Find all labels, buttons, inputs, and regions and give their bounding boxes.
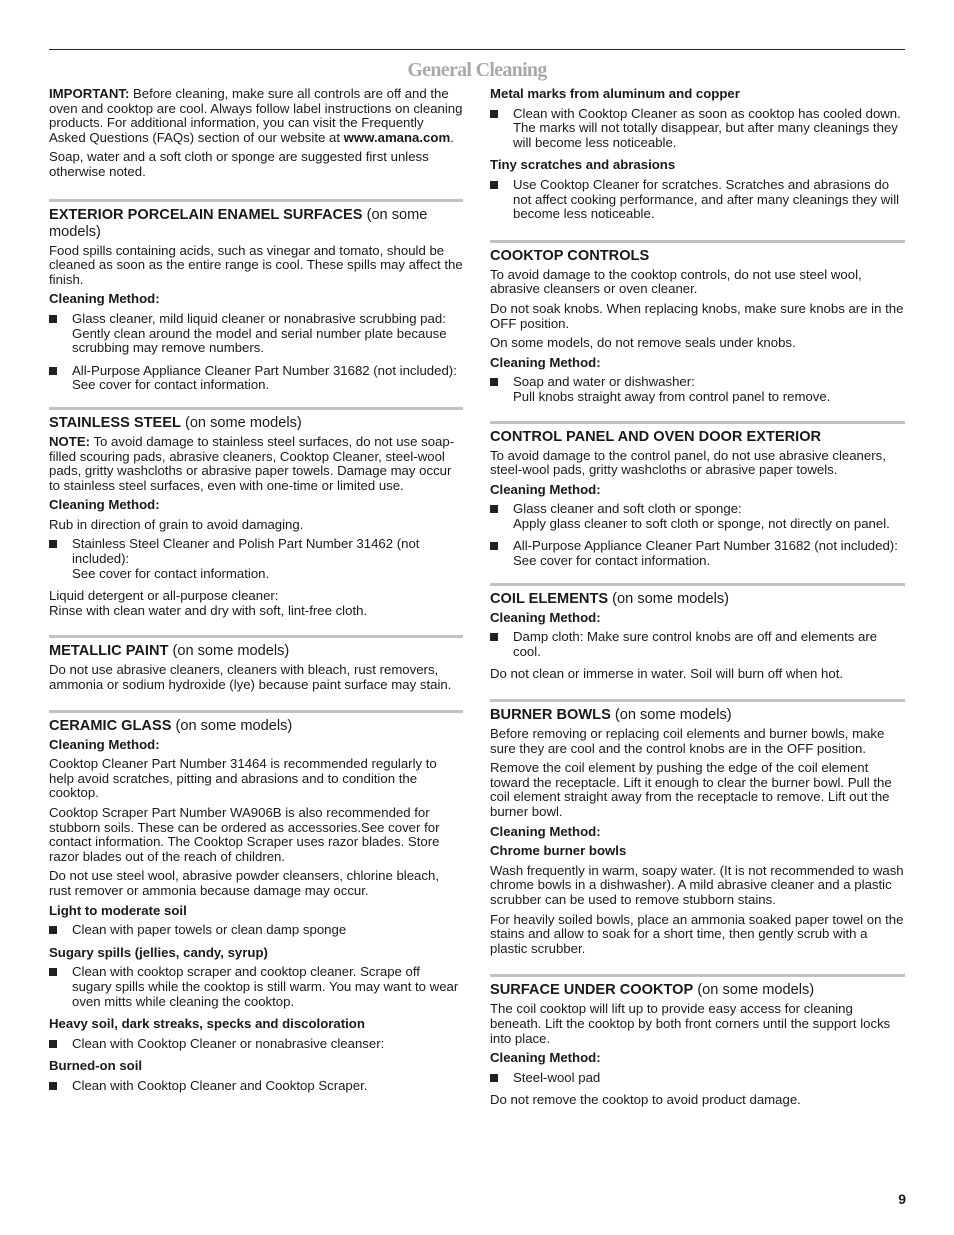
- section-cooktop-controls: COOKTOP CONTROLS To avoid damage to the cooktop controls, do not use steel wool, abrasive cleansers or oven cleaner. Do not soak knobs. When replacing knobs, make sure knobs are in the OFF position. On some models, do not remove seals under knobs. Cleaning Method: Soap and water or dishwasher: Pull knobs straight away from control panel to remove.: [490, 240, 905, 405]
- bullet-icon: [49, 1082, 57, 1090]
- section-surface-under-cooktop: SURFACE UNDER COOKTOP (on some models) The coil cooktop will lift up to provide easy access for cleaning beneath. Lift the cooktop by both front corners until the support locks into place. Cleaning Method: Steel-wool pad Do not remove the cooktop to avoid product damage.: [490, 974, 905, 1108]
- bullet-icon: [490, 181, 498, 189]
- list-item: Clean with Cooktop Cleaner or nonabrasive cleanser:: [49, 1037, 463, 1052]
- bullet-icon: [49, 968, 57, 976]
- section-title: CONTROL PANEL AND OVEN DOOR EXTERIOR: [490, 428, 822, 445]
- right-column: Metal marks from aluminum and copper Clean with Cooktop Cleaner as soon as cooktop has cooled down. The marks will not totally disappear, but after many cleanings they will become less noticeable. Tiny scratches and abrasions Use Cooktop Cleaner for scratches. Scratches and abrasions do not affect cooking performance, and after many cleanings they will become less noticeable. COOKTOP CONTROLS To avoid damage to the cooktop controls, do not use steel wool, abrasive cleansers or oven cleaner. Do not soak knobs. When replacing knobs, make sure knobs are in the OFF position. On some models, do not remove seals under knobs. Cleaning Method: Soap and water or dishwasher: Pull knobs straight away from control panel to remove. CONTROL PANEL AND OVEN DOOR EXTERIOR To avoid damage to the control panel, do not use abrasive cleaners, steel-wool pads, gritty washcloths or abrasive paper towels. Cleaning Method: Glass cleaner and soft cloth or sponge: Apply glass cleaner to soft cloth or sponge, not directly on panel. All-Purpose Appliance Cleaner Part Number 31682 (not included): See cover for contact information. COIL ELEMENTS (on some models) Cleaning Method: Damp cloth: Make sure control knobs are off and elements are cool. Do not clean or immerse in water. Soil will burn off when hot. BURNER BOWLS (on some models) Before removing or replacing coil elements and burner bowls, make sure they are cool and the control knobs are in the OFF position. Remove the coil element by pushing the edge of the coil element toward the receptacle. Lift it enough to clear the burner bowl. Pull the coil element straight away from the receptacle to remove. Lift out the burner bowl. Cleaning Method: Chrome burner bowls Wash frequently in warm, soapy water. (It is not recommended to wash chrome bowls in a dishwasher). A mild abrasive cleaner and a plastic scrubber can be used to remove stubborn stains. For heavily soiled bowls, place an ammonia soaked paper towel on the stains and allow to soak for a short time, then gently scrub with a plastic scrubber. SURFACE UNDER COOKTOP (on some models) The coil cooktop will lift up to provide easy access for cleaning beneath. Lift the cooktop by both front corners until the support locks into place. Cleaning Method: Steel-wool pad Do not remove the cooktop to avoid product damage.: [490, 86, 904, 1108]
- list-item: All-Purpose Appliance Cleaner Part Number 31682 (not included): See cover for contact information.: [49, 364, 463, 393]
- list-item: Damp cloth: Make sure control knobs are off and elements are cool.: [490, 630, 905, 659]
- section-burner-bowls: BURNER BOWLS (on some models) Before removing or replacing coil elements and burner bowls, make sure they are cool and the control knobs are in the OFF position. Remove the coil element by pushing the edge of the coil element toward the receptacle. Lift it enough to clear the burner bowl. Pull the coil element straight away from the receptacle to remove. Lift out the burner bowl. Cleaning Method: Chrome burner bowls Wash frequently in warm, soapy water. (It is not recommended to wash chrome bowls in a dishwasher). A mild abrasive cleaner and a plastic scrubber can be used to remove stubborn stains. For heavily soiled bowls, place an ammonia soaked paper towel on the stains and allow to soak for a short time, then gently scrub with a plastic scrubber.: [490, 699, 905, 956]
- section-title: COIL ELEMENTS (on some models): [490, 590, 729, 607]
- bullet-icon: [49, 1040, 57, 1048]
- page-number: 9: [898, 1191, 906, 1207]
- left-column: [49, 87, 463, 1102]
- list-item: Clean with Cooktop Cleaner and Cooktop Scraper.: [49, 1079, 463, 1094]
- section-title: METALLIC PAINT (on some models): [49, 643, 290, 660]
- list-item: Steel-wool pad: [490, 1071, 905, 1086]
- bullet-icon: [49, 540, 57, 548]
- section-control-panel: CONTROL PANEL AND OVEN DOOR EXTERIOR To avoid damage to the control panel, do not use abrasive cleaners, steel-wool pads, gritty washcloths or abrasive paper towels. Cleaning Method: Glass cleaner and soft cloth or sponge: Apply glass cleaner to soft cloth or sponge, not directly on panel. All-Purpose Appliance Cleaner Part Number 31682 (not included): See cover for contact information.: [490, 421, 905, 569]
- bullet-icon: [490, 542, 498, 550]
- important-paragraph: IMPORTANT: Before cleaning, make sure all controls are off and the oven and cooktop are cool. Always follow label instructions on cleaning products. For additional information, you can visit the Frequently Asked Questions (FAQs) section of our website at www.amana.com.: [49, 86, 463, 145]
- section-title: COOKTOP CONTROLS: [490, 247, 650, 264]
- section-ceramic: CERAMIC GLASS (on some models) Cleaning Method: Cooktop Cleaner Part Number 31464 is recommended regularly to help avoid scratches, pitting and abrasions and to condition the cooktop. Cooktop Scraper Part Number WA906B is also recommended for stubborn soils. These can be ordered as accessories.See cover for contact information. The Cooktop Scraper uses razor blades. Store razor blades out of the reach of children. Do not use steel wool, abrasive powder cleansers, chlorine bleach, rust remover or ammonia because damage may occur. Light to moderate soil Clean with paper towels or clean damp sponge Sugary spills (jellies, candy, syrup) Clean with cooktop scraper and cooktop cleaner. Scrape off sugary spills while the cooktop is still warm. You may want to wear oven mitts while cleaning the cooktop. Heavy soil, dark streaks, specks and discoloration Clean with Cooktop Cleaner or nonabrasive cleanser: Burned-on soil Clean with Cooktop Cleaner and Cooktop Scraper.: [49, 710, 463, 1094]
- list-item: Soap and water or dishwasher: Pull knobs straight away from control panel to remove.: [490, 375, 905, 404]
- soap-paragraph: Soap, water and a soft cloth or sponge are suggested first unless otherwise noted.: [49, 149, 429, 179]
- list-item: Stainless Steel Cleaner and Polish Part Number 31462 (not included): See cover for contact information.: [49, 537, 463, 581]
- section-title: CERAMIC GLASS (on some models): [49, 717, 293, 734]
- bullet-icon: [490, 110, 498, 118]
- section-coil-elements: COIL ELEMENTS (on some models) Cleaning Method: Damp cloth: Make sure control knobs are off and elements are cool. Do not clean or immerse in water. Soil will burn off when hot.: [490, 583, 905, 682]
- bullet-icon: [490, 505, 498, 513]
- bullet-icon: [49, 315, 57, 323]
- bullet-icon: [490, 1074, 498, 1082]
- website-link[interactable]: www.amana.com: [343, 129, 451, 145]
- list-item: All-Purpose Appliance Cleaner Part Number 31682 (not included): See cover for contact information.: [490, 539, 905, 568]
- bullet-icon: [49, 926, 57, 934]
- page-title: General Cleaning: [407, 59, 547, 81]
- bullet-icon: [490, 378, 498, 386]
- section-title: SURFACE UNDER COOKTOP (on some models): [490, 982, 815, 999]
- list-item: Glass cleaner, mild liquid cleaner or nonabrasive scrubbing pad: Gently clean around the model and serial number plate because scrubbing may remove numbers.: [49, 312, 463, 356]
- top-rule: [49, 49, 905, 50]
- section-stainless: STAINLESS STEEL (on some models) NOTE: To avoid damage to stainless steel surfaces, do not use soap-filled scouring pads, abrasive cleaners, Cooktop Cleaner, steel-wool pads, gritty washcloths or abrasive paper towels. Damage may occur to stainless steel surfaces, even with one-time or limited use. Cleaning Method: Rub in direction of grain to avoid damaging. Stainless Steel Cleaner and Polish Part Number 31462 (not included): See cover for contact information. Liquid detergent or all-purpose cleaner: Rinse with clean water and dry with soft, lint-free cloth.: [49, 407, 463, 619]
- important-label: IMPORTANT:: [49, 86, 130, 101]
- list-item: Use Cooktop Cleaner for scratches. Scratches and abrasions do not affect cooking performance, and after many cleanings they will become less noticeable.: [490, 178, 905, 222]
- list-item: Clean with paper towels or clean damp sponge: [49, 923, 463, 938]
- section-title: BURNER BOWLS (on some models): [490, 707, 732, 724]
- list-item: Clean with cooktop scraper and cooktop cleaner. Scrape off sugary spills while the cooktop is still warm. You may want to wear oven mitts while cleaning the cooktop.: [49, 965, 463, 1009]
- list-item: Glass cleaner and soft cloth or sponge: Apply glass cleaner to soft cloth or sponge, not directly on panel.: [490, 502, 905, 531]
- list-item: Clean with Cooktop Cleaner as soon as cooktop has cooled down. The marks will not totally disappear, but after many cleanings they will become less noticeable.: [490, 107, 905, 151]
- section-title: STAINLESS STEEL (on some models): [49, 414, 302, 431]
- section-title: EXTERIOR PORCELAIN ENAMEL SURFACES (on some models): [49, 206, 428, 240]
- bullet-icon: [490, 633, 498, 641]
- section-porcelain: EXTERIOR PORCELAIN ENAMEL SURFACES (on some models) Food spills containing acids, such as vinegar and tomato, should be cleaned as soon as the entire range is cool. These spills may affect the finish. Cleaning Method: Glass cleaner, mild liquid cleaner or nonabrasive scrubbing pad: Gently clean around the model and serial number plate because scrubbing may remove numbers. All-Purpose Appliance Cleaner Part Number 31682 (not included): See cover for contact information.: [49, 199, 463, 393]
- section-metallic: METALLIC PAINT (on some models) Do not use abrasive cleaners, cleaners with bleach, rust removers, ammonia or sodium hydroxide (lye) because paint surface may stain.: [49, 635, 463, 692]
- bullet-icon: [49, 367, 57, 375]
